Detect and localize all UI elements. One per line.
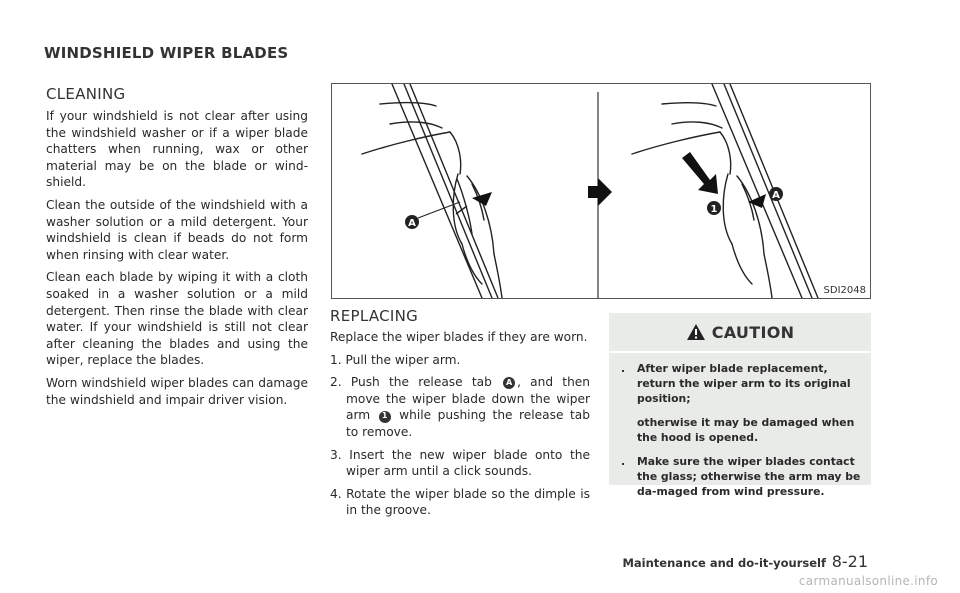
figure-code: SDI2048 (823, 285, 866, 296)
section-title: WINDSHIELD WIPER BLADES (44, 44, 289, 62)
caution-item-text: Make sure the wiper blades contact the glass; otherwise the arm may be da-maged from wind pressure. (637, 455, 861, 498)
step-2-text-c: while pushing the release tab to remove. (346, 408, 590, 439)
step-1: 1. Pull the wiper arm. (330, 352, 461, 367)
warning-triangle-icon (686, 323, 706, 341)
watermark: carmanualsonline.info (798, 574, 938, 588)
caution-item (621, 361, 865, 406)
caution-item-text: After wiper blade replacement, return the wiper arm to its original position; (637, 362, 851, 405)
bullet: . (621, 362, 626, 375)
caution-item (621, 454, 865, 499)
figure-label-1: 1 (710, 204, 718, 215)
wiper-drawing (332, 84, 870, 298)
push-down-arrow-icon (682, 152, 718, 194)
marker-a-icon: A (503, 377, 515, 389)
figure-label-a-left: A (408, 218, 416, 229)
caution-header (609, 313, 871, 353)
figure-label-a-right: A (772, 190, 780, 201)
cleaning-paragraph: If your windshield is not clear after using the windshield washer or if a wiper blade chatters when running, wax or other material may be on the blade or wind-shield. (46, 109, 308, 190)
marker-1-icon: 1 (379, 411, 391, 423)
cleaning-body (46, 108, 308, 414)
step-3: 3. Insert the new wiper blade onto the wiper arm until a click sounds. (330, 447, 590, 479)
replacing-body (330, 329, 590, 525)
step-arrow-icon (588, 178, 612, 206)
bullet: . (621, 455, 626, 468)
caution-title: CAUTION (711, 322, 795, 342)
cleaning-paragraph: Clean the outside of the windshield with a washer solution or a mild detergent. Your windshield is clean if beads do not form when rinsing with clear water. (46, 197, 308, 262)
cleaning-paragraph: Clean each blade by wiping it with a cloth soaked in a washer solution or a mild detergent. Then rinse the blade with clear water. If your windshield is still not clear after cleaning the blades and using the wiper, replace the blades. (46, 270, 308, 368)
caution-item-continuation: otherwise it may be damaged when the hood is opened. (637, 416, 855, 444)
cleaning-heading: CLEANING (46, 85, 126, 103)
footer-section-label: Maintenance and do-it-yourself (622, 556, 826, 570)
step-2-text-a: 2. Push the release tab (330, 375, 492, 390)
caution-list (621, 361, 865, 508)
cleaning-paragraph: Worn windshield wiper blades can damage the windshield and impair driver vision. (46, 375, 308, 407)
wiper-illustration (331, 83, 871, 299)
step-4: 4. Rotate the wiper blade so the dimple is in the groove. (330, 486, 590, 518)
step-2 (330, 374, 590, 440)
replacing-intro: Replace the wiper blades if they are worn. (330, 330, 588, 344)
step-2-text-b: , and then move the wiper blade down the wiper arm (346, 375, 591, 423)
replacing-heading: REPLACING (330, 307, 419, 325)
caution-box (609, 313, 871, 498)
page-number: 8-21 (831, 552, 868, 571)
